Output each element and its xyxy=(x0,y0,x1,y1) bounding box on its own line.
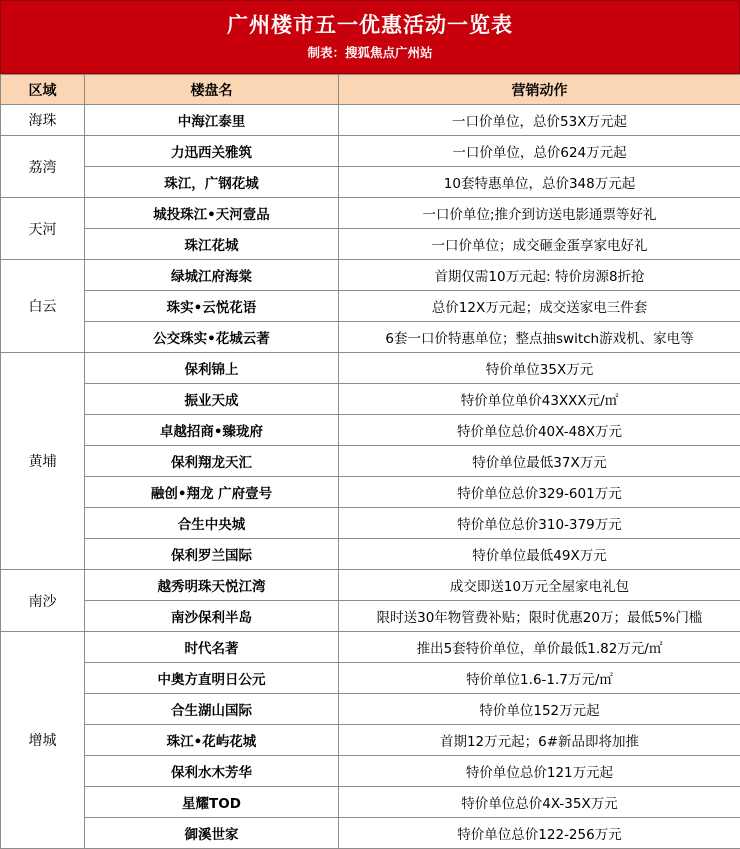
promotion-cell: 一口价单位，总价624万元起 xyxy=(339,136,740,167)
table-row xyxy=(1,818,740,849)
promotion-cell: 特价单位总价329-601万元 xyxy=(339,477,740,508)
table-row xyxy=(1,167,740,198)
table-row xyxy=(1,446,740,477)
table-row xyxy=(1,601,740,632)
district-cell: 白云 xyxy=(1,260,85,353)
promotion-cell: 特价单位总价122-256万元 xyxy=(339,818,740,849)
table-row xyxy=(1,291,740,322)
promotion-cell: 一口价单位;推介到访送电影通票等好礼 xyxy=(339,198,740,229)
district-cell: 增城 xyxy=(1,632,85,849)
project-name-cell: 保利水木芳华 xyxy=(85,756,339,787)
table-row xyxy=(1,384,740,415)
promotion-cell: 首期12万元起；6#新品即将加推 xyxy=(339,725,740,756)
promotion-cell: 成交即送10万元全屋家电礼包 xyxy=(339,570,740,601)
project-name-cell: 珠江，广钢花城 xyxy=(85,167,339,198)
district-cell: 海珠 xyxy=(1,105,85,136)
table-subtitle: 制表：搜狐焦点广州站 xyxy=(1,44,739,62)
table-row xyxy=(1,229,740,260)
column-header-promotion: 营销动作 xyxy=(339,75,740,105)
table-row xyxy=(1,570,740,601)
promotion-cell: 特价单位单价43XXX元/㎡ xyxy=(339,384,740,415)
table-row xyxy=(1,260,740,291)
district-cell: 天河 xyxy=(1,198,85,260)
project-name-cell: 合生湖山国际 xyxy=(85,694,339,725)
project-name-cell: 时代名著 xyxy=(85,632,339,663)
table-row xyxy=(1,477,740,508)
table-row xyxy=(1,415,740,446)
project-name-cell: 保利锦上 xyxy=(85,353,339,384)
table-row xyxy=(1,353,740,384)
project-name-cell: 越秀明珠天悦江湾 xyxy=(85,570,339,601)
promotion-cell: 特价单位总价310-379万元 xyxy=(339,508,740,539)
district-cell: 荔湾 xyxy=(1,136,85,198)
promotion-cell: 特价单位总价121万元起 xyxy=(339,756,740,787)
promo-table xyxy=(0,74,740,849)
promotion-cell: 特价单位总价40X-48X万元 xyxy=(339,415,740,446)
promotion-cell: 首期仅需10万元起: 特价房源8折抢 xyxy=(339,260,740,291)
promotion-cell: 总价12X万元起；成交送家电三件套 xyxy=(339,291,740,322)
project-name-cell: 城投珠江•天河壹品 xyxy=(85,198,339,229)
district-cell: 黄埔 xyxy=(1,353,85,570)
project-name-cell: 御溪世家 xyxy=(85,818,339,849)
table-row xyxy=(1,756,740,787)
table-row xyxy=(1,663,740,694)
column-header-project: 楼盘名 xyxy=(85,75,339,105)
column-header-row xyxy=(1,75,740,105)
project-name-cell: 公交珠实•花城云著 xyxy=(85,322,339,353)
project-name-cell: 中奥方直明日公元 xyxy=(85,663,339,694)
promotion-cell: 特价单位152万元起 xyxy=(339,694,740,725)
project-name-cell: 融创•翔龙 广府壹号 xyxy=(85,477,339,508)
table-row xyxy=(1,787,740,818)
promotion-cell: 一口价单位，总价53X万元起 xyxy=(339,105,740,136)
table-row xyxy=(1,136,740,167)
table-row xyxy=(1,105,740,136)
project-name-cell: 卓越招商•臻珑府 xyxy=(85,415,339,446)
promotion-cell: 推出5套特价单位，单价最低1.82万元/㎡ xyxy=(339,632,740,663)
project-name-cell: 振业天成 xyxy=(85,384,339,415)
project-name-cell: 珠江花城 xyxy=(85,229,339,260)
project-name-cell: 珠江•花屿花城 xyxy=(85,725,339,756)
column-header-district: 区域 xyxy=(1,75,85,105)
promotion-cell: 特价单位35X万元 xyxy=(339,353,740,384)
table-row xyxy=(1,508,740,539)
project-name-cell: 南沙保利半岛 xyxy=(85,601,339,632)
table-body xyxy=(1,105,740,849)
promotion-cell: 特价单位最低37X万元 xyxy=(339,446,740,477)
table-row xyxy=(1,694,740,725)
table-row xyxy=(1,322,740,353)
project-name-cell: 力迅西关雅筑 xyxy=(85,136,339,167)
project-name-cell: 中海江泰里 xyxy=(85,105,339,136)
table-header-banner xyxy=(0,0,740,74)
project-name-cell: 绿城江府海棠 xyxy=(85,260,339,291)
promotion-cell: 限时送30年物管费补贴；限时优惠20万；最低5%门槛 xyxy=(339,601,740,632)
table-title: 广州楼市五一优惠活动一览表 xyxy=(1,1,739,38)
promotion-cell: 10套特惠单位，总价348万元起 xyxy=(339,167,740,198)
promotion-cell: 特价单位1.6-1.7万元/㎡ xyxy=(339,663,740,694)
table-row xyxy=(1,725,740,756)
project-name-cell: 合生中央城 xyxy=(85,508,339,539)
promotion-cell: 一口价单位；成交砸金蛋享家电好礼 xyxy=(339,229,740,260)
promotion-cell: 特价单位最低49X万元 xyxy=(339,539,740,570)
table-row xyxy=(1,539,740,570)
table-row xyxy=(1,632,740,663)
project-name-cell: 保利罗兰国际 xyxy=(85,539,339,570)
project-name-cell: 星耀TOD xyxy=(85,787,339,818)
table-row xyxy=(1,198,740,229)
district-cell: 南沙 xyxy=(1,570,85,632)
promotion-cell: 6套一口价特惠单位；整点抽switch游戏机、家电等 xyxy=(339,322,740,353)
promotion-cell: 特价单位总价4X-35X万元 xyxy=(339,787,740,818)
project-name-cell: 珠实•云悦花语 xyxy=(85,291,339,322)
project-name-cell: 保利翔龙天汇 xyxy=(85,446,339,477)
